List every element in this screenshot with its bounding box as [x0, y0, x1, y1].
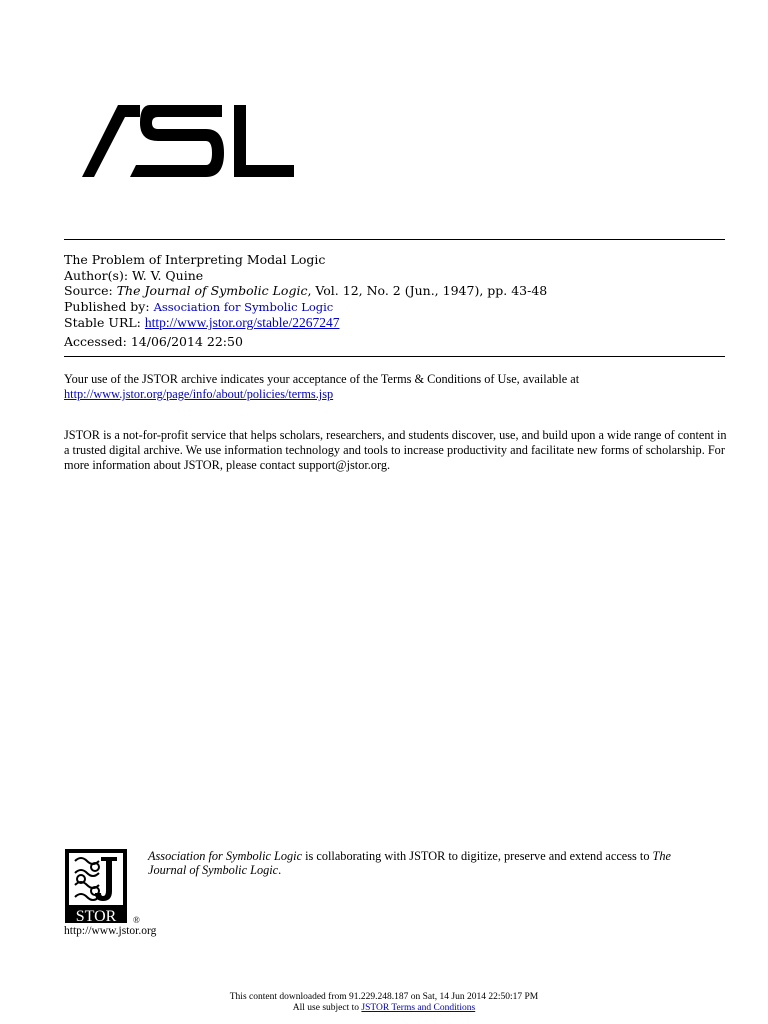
stable-url-link[interactable]: http://www.jstor.org/stable/2267247 — [144, 315, 340, 331]
article-title: The Problem of Interpreting Modal Logic — [64, 252, 326, 267]
stable-url-row — [64, 315, 547, 331]
accessed-row — [64, 334, 547, 350]
collab-end: . — [278, 863, 282, 877]
collab-journal: The Journal of Symbolic Logic — [148, 849, 671, 877]
citation-block — [64, 252, 547, 350]
author-label: Author(s): — [64, 267, 129, 283]
footer-terms-prefix: All use subject to — [292, 1002, 362, 1013]
stable-url-label: Stable URL: — [64, 315, 141, 331]
asl-logo-text: ASL — [82, 105, 84, 106]
registered-mark: ® — [133, 915, 140, 925]
terms-paragraph — [64, 372, 728, 402]
bottom-divider — [64, 356, 725, 357]
footer-terms-line — [0, 1003, 768, 1014]
jstor-url[interactable]: http://www.jstor.org — [64, 925, 157, 937]
source-row — [64, 283, 547, 299]
author-row — [64, 268, 547, 284]
jstor-logo-text: STOR — [75, 908, 117, 925]
accessed-label: Accessed: — [64, 333, 127, 349]
collaboration-notice — [148, 849, 708, 877]
footer-download-line: This content downloaded from 91.229.248.187 on Sat, 14 Jun 2014 22:50:17 PM — [229, 992, 539, 1002]
accessed-date: 14/06/2014 22:50 — [130, 333, 243, 349]
about-paragraph: JSTOR is a not-for-profit service that helps scholars, researchers, and students discover, use, and build upon a wide range of content in a trusted digital archive. We use information technology and tools to increase productivity and facilitate new forms of scholarship. For more information about JSTOR, please contact support@jstor.org. — [64, 428, 727, 472]
source-label: Source: — [64, 283, 113, 299]
collab-middle: is collaborating with JSTOR to digitize, preserve and extend access to — [302, 849, 653, 863]
publisher-row — [64, 299, 547, 316]
download-footer — [0, 992, 768, 1013]
author-name: W. V. Quine — [132, 267, 204, 283]
collab-publisher: Association for Symbolic Logic — [148, 849, 303, 863]
publisher-link[interactable]: Association for Symbolic Logic — [153, 299, 334, 314]
source-details: , Vol. 12, No. 2 (Jun., 1947), pp. 43-48 — [307, 283, 548, 299]
jstor-logo-icon — [65, 849, 147, 925]
footer-terms-link[interactable]: JSTOR Terms and Conditions — [361, 1002, 476, 1013]
asl-logo-icon — [82, 105, 297, 177]
publisher-label: Published by: — [64, 298, 150, 314]
source-journal: The Journal of Symbolic Logic — [116, 283, 308, 299]
terms-link[interactable]: http://www.jstor.org/page/info/about/policies/terms.jsp — [64, 387, 334, 401]
top-divider — [64, 239, 725, 240]
terms-text: Your use of the JSTOR archive indicates your acceptance of the Terms & Conditions of Use, available at — [64, 372, 580, 386]
